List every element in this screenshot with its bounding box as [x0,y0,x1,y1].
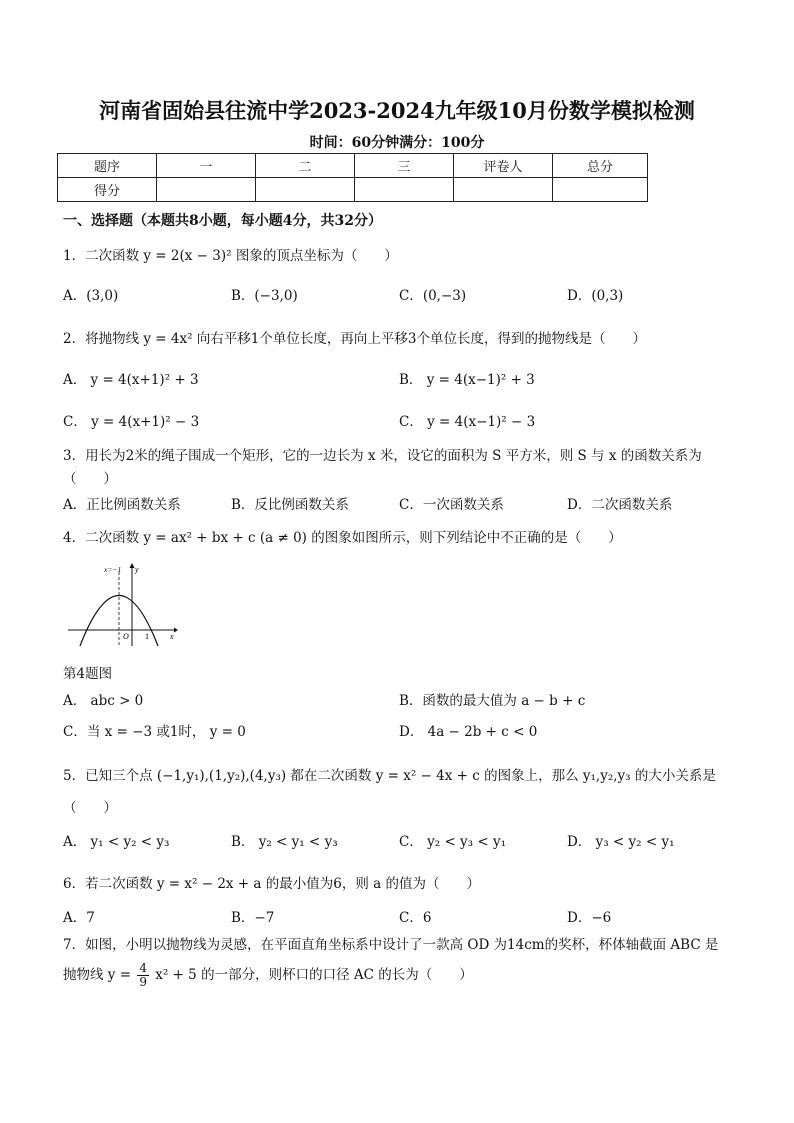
score-cell[interactable] [454,178,553,202]
question-2-option-a[interactable]: A． y = 4(x+1)² + 3 [63,372,199,388]
question-7-stem-prefix: 抛物线 y = [63,967,132,983]
score-table-header: 题序 [58,154,157,178]
question-3-stem-cont: （ ） [63,471,117,487]
question-5-stem-cont: （ ） [63,800,117,816]
question-5-option-b[interactable]: B． y₂ < y₁ < y₃ [231,834,338,850]
question-3-option-c[interactable]: C．一次函数关系 [399,497,504,513]
question-3-stem: 3．用长为2米的绳子围成一个矩形，它的一边长为 x 米，设它的面积为 S 平方米，则 S 与 x 的函数关系为 [63,448,702,464]
score-table-header: 三 [355,154,454,178]
question-2-option-c[interactable]: C． y = 4(x+1)² − 3 [63,414,200,430]
question-6-option-c[interactable]: C．6 [399,910,432,926]
question-5-option-d[interactable]: D． y₃ < y₂ < y₁ [567,834,675,850]
question-7-stem-cont [63,962,473,989]
question-6-option-d[interactable]: D．−6 [567,910,612,926]
x-axis-label: x [170,632,174,641]
fraction-numerator: 4 [139,961,147,975]
score-table-header-row [58,154,648,178]
fraction-denominator: 9 [139,975,147,989]
origin-label: O [123,632,129,641]
score-cell[interactable] [157,178,256,202]
question-7-stem-suffix: x² + 5 的一部分，则杯口的口径 AC 的长为（ ） [155,967,473,983]
question-3-option-a[interactable]: A．正比例函数关系 [63,497,181,513]
question-2-stem: 2．将抛物线 y = 4x² 向右平移1个单位长度，再向上平移3个单位长度，得到的抛物线是（ ） [63,331,646,347]
x-axis-arrow-icon [174,628,178,633]
score-table-header: 一 [157,154,256,178]
question-4-option-c[interactable]: C．当 x = −3 或1时， y = 0 [63,724,246,740]
question-1-option-a[interactable]: A．(3,0) [63,288,119,304]
question-5-option-c[interactable]: C． y₂ < y₃ < y₁ [399,834,507,850]
score-table-header: 评卷人 [454,154,553,178]
question-2-option-b[interactable]: B． y = 4(x−1)² + 3 [399,372,535,388]
question-1-stem: 1．二次函数 y = 2(x − 3)² 图象的顶点坐标为（ ） [63,248,398,264]
question-1-option-b[interactable]: B．(−3,0) [231,288,298,304]
y-axis-label: y [135,565,139,574]
score-table-header: 二 [256,154,355,178]
score-table [57,153,648,202]
x-tick-1-label: 1 [145,632,149,641]
question-4-figure-caption: 第4题图 [63,666,113,682]
question-1-option-c[interactable]: C．(0,−3) [399,288,467,304]
question-4-parabola-figure [66,562,178,648]
page-title: 河南省固始县往流中学2023-2024九年级10月份数学模拟检测 [99,98,695,123]
question-4-option-b[interactable]: B．函数的最大值为 a − b + c [399,693,586,709]
question-6-option-b[interactable]: B．−7 [231,910,275,926]
question-7-stem: 7．如图，小明以抛物线为灵感，在平面直角坐标系中设计了一款高 OD 为14cm的奖杯，杯体轴截面 ABC 是 [63,937,719,953]
question-5-option-a[interactable]: A． y₁ < y₂ < y₃ [63,834,170,850]
question-5-stem: 5．已知三个点 (−1,y₁),(1,y₂),(4,y₃) 都在二次函数 y = x² − 4x + c 的图象上，那么 y₁,y₂,y₃ 的大小关系是 [63,768,716,784]
question-6-stem: 6．若二次函数 y = x² − 2x + a 的最小值为6，则 a 的值为（ ） [63,876,480,892]
score-table-score-row [58,178,648,202]
exam-time-score: 时间：60分钟满分：100分 [309,135,485,151]
score-cell[interactable] [355,178,454,202]
score-cell[interactable] [256,178,355,202]
fraction-4-9 [137,962,149,989]
question-3-option-d[interactable]: D．二次函数关系 [567,497,673,513]
question-3-option-b[interactable]: B．反比例函数关系 [231,497,349,513]
section-heading: 一、选择题（本题共8小题，每小题4分，共32分） [63,213,382,229]
symmetry-axis-label: x=−1 [104,565,122,574]
question-4-stem: 4．二次函数 y = ax² + bx + c (a ≠ 0) 的图象如图所示，则下列结论中不正确的是（ ） [63,530,622,546]
y-axis-arrow-icon [130,563,135,568]
question-1-option-d[interactable]: D．(0,3) [567,288,624,304]
score-table-header: 总分 [553,154,648,178]
score-cell[interactable] [553,178,648,202]
question-4-option-d[interactable]: D． 4a − 2b + c < 0 [399,724,538,740]
question-2-option-d[interactable]: C． y = 4(x−1)² − 3 [399,414,536,430]
score-row-label: 得分 [58,178,157,202]
question-6-option-a[interactable]: A．7 [63,910,95,926]
question-4-option-a[interactable]: A． abc > 0 [63,693,144,709]
